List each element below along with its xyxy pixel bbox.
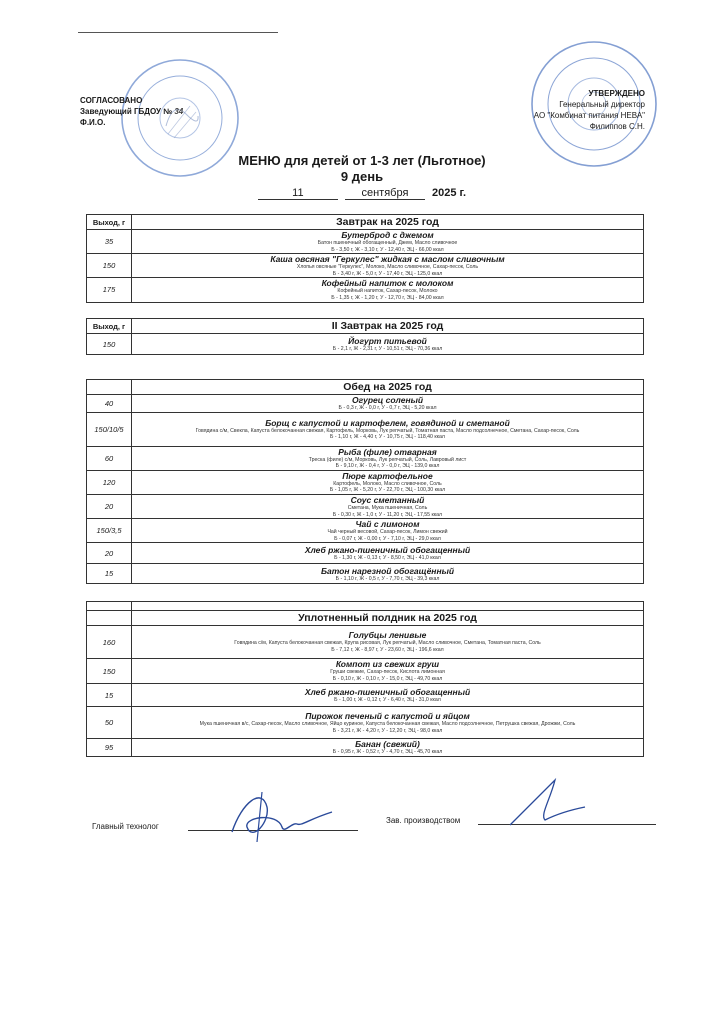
- qty-header: [87, 380, 132, 395]
- dish-nutrition: Б - 0,07 г, Ж - 0,00 г, У - 7,10 г, ЭЦ - 29,0 ккал: [334, 535, 441, 542]
- approval-right-name: Филиппов С.Н.: [589, 122, 645, 131]
- dish-row: [87, 494, 644, 518]
- qty-header: [87, 611, 132, 626]
- dish-row: [87, 659, 644, 684]
- qty-header: Выход, г: [87, 215, 132, 230]
- dish-qty: 150/10/5: [87, 412, 132, 446]
- dish-ingredients: Картофель, Молоко, Масло сливочное, Соль: [333, 480, 442, 487]
- production-label: Зав. производством: [386, 816, 461, 825]
- dish-qty: 95: [87, 739, 132, 757]
- menu-section-table: [86, 214, 644, 303]
- dish-qty: 150/3,5: [87, 519, 132, 543]
- date-day: 11: [258, 187, 338, 200]
- dish-name: Бутерброд с джемом: [341, 230, 434, 240]
- dish-nutrition: Б - 7,12 г, Ж - 8,97 г, У - 23,60 г, ЭЦ - 196,6 ккал: [331, 647, 444, 653]
- dish-name: Каша овсяная "Геркулес" жидкая с маслом сливочным: [270, 254, 505, 265]
- dish-nutrition: Б - 9,10 г, Ж - 0,4 г, У - 0,0 г, ЭЦ - 139,0 ккал: [335, 463, 440, 470]
- approval-right-company: АО "Комбинат питания НЕВА": [533, 111, 645, 120]
- dish-name: Борщ с капустой и картофелем, говядиной и сметаной: [265, 417, 510, 428]
- technologist-label: Главный технолог: [92, 822, 159, 831]
- dish-name: Пюре картофельное: [342, 470, 433, 481]
- section-header-row: [87, 611, 644, 626]
- section-title: Завтрак на 2025 год: [132, 215, 644, 230]
- dish-row: [87, 278, 644, 302]
- dish-qty: 150: [87, 334, 132, 355]
- dish-nutrition: Б - 1,30 г, Ж - 0,13 г, У - 8,50 г, ЭЦ - 41,0 ккал: [334, 555, 441, 562]
- section-title: Обед на 2025 год: [132, 380, 644, 395]
- approval-left: [80, 95, 183, 128]
- dish-ingredients: Сметана, Мука пшеничная, Соль: [347, 504, 428, 511]
- dish-row: [87, 739, 644, 757]
- technologist-signature-icon: [222, 782, 342, 852]
- dish-row: [87, 684, 644, 707]
- dish-name: Хлеб ржано-пшеничный обогащенный: [304, 545, 471, 556]
- dish-ingredients: Треска (филе) с/м, Морковь, Лук репчатый, Соль, Лавровый лист: [308, 456, 467, 463]
- dish-ingredients: Мука пшеничная в/с, Сахар-песок, Масло сливочное, Яйцо куриное, Капуста белокочанная свежая, Масло подсолнечное, Петрушка свежая, Дрожжи, Соль: [199, 720, 576, 727]
- dish-ingredients: Батон пшеничный обогащенный, Джем, Масло сливочное: [317, 240, 458, 246]
- approval-right-title: УТВЕРЖДЕНО: [588, 89, 645, 98]
- dish-qty: 150: [87, 254, 132, 278]
- dish-nutrition: Б - 0,30 г, Ж - 1,0 г, У - 11,20 г, ЭЦ - 17,55 ккал: [332, 511, 443, 518]
- section-title: II Завтрак на 2025 год: [132, 319, 644, 334]
- dish-qty: 60: [87, 446, 132, 470]
- dish-ingredients: Говядина с/м, Свекла, Капуста белокочанная свежая, Картофель, Морковь, Лук репчатый, Томатная паста, Масло подсолнечное, Сметана, Сахар-песок, Соль: [195, 427, 580, 434]
- dish-name: Банан (свежий): [355, 739, 420, 750]
- dish-nutrition: Б - 1,00 г, Ж - 0,12 г, У - 6,40 г, ЭЦ - 31,0 ккал: [334, 696, 441, 703]
- dish-name: Соус сметанный: [350, 494, 425, 505]
- dish-name: Чай с лимоном: [355, 519, 420, 530]
- approval-right-position: Генеральный директор: [559, 100, 645, 109]
- menu-section-table: [86, 601, 644, 757]
- dish-ingredients: Кофейный напиток, Сахар-песок, Молоко: [337, 288, 438, 295]
- dish-nutrition: Б - 1,10 г, Ж - 4,40 г, У - 10,75 г, ЭЦ - 118,40 ккал: [330, 434, 445, 441]
- section-header-row: [87, 319, 644, 334]
- dish-name: Хлеб ржано-пшеничный обогащенный: [304, 686, 471, 697]
- dish-nutrition: Б - 0,3 г, Ж - 0,0 г, У - 0,7 г, ЭЦ - 5,20 ккал: [338, 405, 437, 411]
- spacer-row: [87, 602, 644, 611]
- dish-qty: 15: [87, 684, 132, 707]
- dish-qty: 20: [87, 543, 132, 564]
- dish-row: [87, 395, 644, 413]
- dish-qty: 40: [87, 395, 132, 413]
- dish-ingredients: Чай черный весовой, Сахар-песок, Лимон свежий: [327, 529, 448, 536]
- section-header-row: [87, 215, 644, 230]
- dish-name: Пирожок печеный с капустой и яйцом: [305, 710, 470, 721]
- dish-qty: 20: [87, 494, 132, 518]
- dish-nutrition: Б - 3,50 г, Ж - 3,10 г, У - 12,40 г, ЭЦ - 66,00 ккал: [331, 246, 444, 253]
- dish-qty: 50: [87, 707, 132, 739]
- dish-qty: 150: [87, 659, 132, 684]
- approval-left-position: Заведующий ГБДОУ №: [80, 107, 173, 116]
- dish-name: Йогурт питьевой: [348, 335, 427, 346]
- dish-name: Батон нарезной обогащённый: [320, 565, 455, 576]
- section-header-row: [87, 380, 644, 395]
- approval-right: [505, 88, 645, 132]
- dish-ingredients: Говядина с/м, Капуста белокочанная свежая, Крупа рисовая, Лук репчатый, Масло сливочное, Сметана, Томатная паста, Соль: [234, 640, 541, 647]
- menu-date: [0, 187, 724, 200]
- top-rule: [78, 32, 278, 33]
- dish-nutrition: Б - 0,10 г, Ж - 0,10 г, У - 15,0 г, ЭЦ - 49,70 ккал: [332, 676, 443, 682]
- section-title: Уплотненный полдник на 2025 год: [132, 611, 644, 626]
- approval-left-fio: Ф.И.О.: [80, 118, 106, 127]
- date-month: сентября: [345, 187, 425, 200]
- menu-section-table: [86, 318, 644, 355]
- menu-section-table: [86, 379, 644, 584]
- dish-qty: 35: [87, 230, 132, 254]
- dish-row: [87, 470, 644, 494]
- dish-nutrition: Б - 1,05 г, Ж - 5,20 г, У - 22,70 г, ЭЦ - 100,30 ккал: [329, 487, 446, 494]
- dish-nutrition: Б - 1,35 г, Ж - 1,20 г, У - 12,70 г, ЭЦ - 84,00 ккал: [331, 294, 444, 301]
- dish-row: [87, 564, 644, 584]
- dish-name: Огурец соленый: [351, 395, 424, 405]
- qty-header: Выход, г: [87, 319, 132, 334]
- dish-row: [87, 446, 644, 470]
- dish-row: [87, 543, 644, 564]
- dish-nutrition: Б - 3,21 г, Ж - 4,20 г, У - 12,20 г, ЭЦ - 98,0 ккал: [332, 727, 443, 734]
- dish-row: [87, 707, 644, 739]
- dish-row: [87, 254, 644, 278]
- dish-name: Рыба (филе) отварная: [338, 446, 437, 457]
- dish-nutrition: Б - 1,10 г, Ж - 0,5 г, У - 7,70 г, ЭЦ - 39,3 ккал: [335, 575, 440, 582]
- dish-qty: 175: [87, 278, 132, 302]
- dish-ingredients: Груши свежие, Сахар-песок, Кислота лимонная: [330, 669, 445, 676]
- page-title: МЕНЮ для детей от 1-3 лет (Льготное): [238, 153, 486, 168]
- dish-row: [87, 412, 644, 446]
- dish-qty: 120: [87, 470, 132, 494]
- dish-nutrition: Б - 3,40 г, Ж - 5,0 г, У - 17,40 г, ЭЦ - 125,0 ккал: [332, 270, 443, 277]
- date-year: 2025 г.: [432, 187, 467, 199]
- production-signature-icon: [500, 775, 590, 835]
- dish-nutrition: Б - 2,1 г, Ж - 2,31 г, У - 10,51 г, ЭЦ - 70,36 ккал: [332, 345, 443, 352]
- dish-qty: 15: [87, 564, 132, 584]
- approval-left-title: СОГЛАСОВАНО: [80, 96, 143, 105]
- dish-row: [87, 334, 644, 355]
- dish-row: [87, 519, 644, 543]
- dish-row: [87, 230, 644, 254]
- dish-name: Кофейный напиток с молоком: [321, 278, 454, 289]
- dish-name: Голубцы ленивые: [348, 630, 427, 641]
- dish-nutrition: Б - 0,95 г, Ж - 0,52 г, У - 4,70 г, ЭЦ - 45,70 ккал: [332, 749, 443, 756]
- dish-qty: 160: [87, 626, 132, 659]
- dish-ingredients: Хлопья овсяные "Геркулес", Молоко, Масло сливочное, Сахар-песок, Соль: [296, 264, 479, 271]
- dish-name: Компот из свежих груш: [335, 659, 440, 670]
- day-number: 9 день: [340, 169, 384, 184]
- dish-row: [87, 626, 644, 659]
- approval-left-number: 34: [174, 107, 184, 116]
